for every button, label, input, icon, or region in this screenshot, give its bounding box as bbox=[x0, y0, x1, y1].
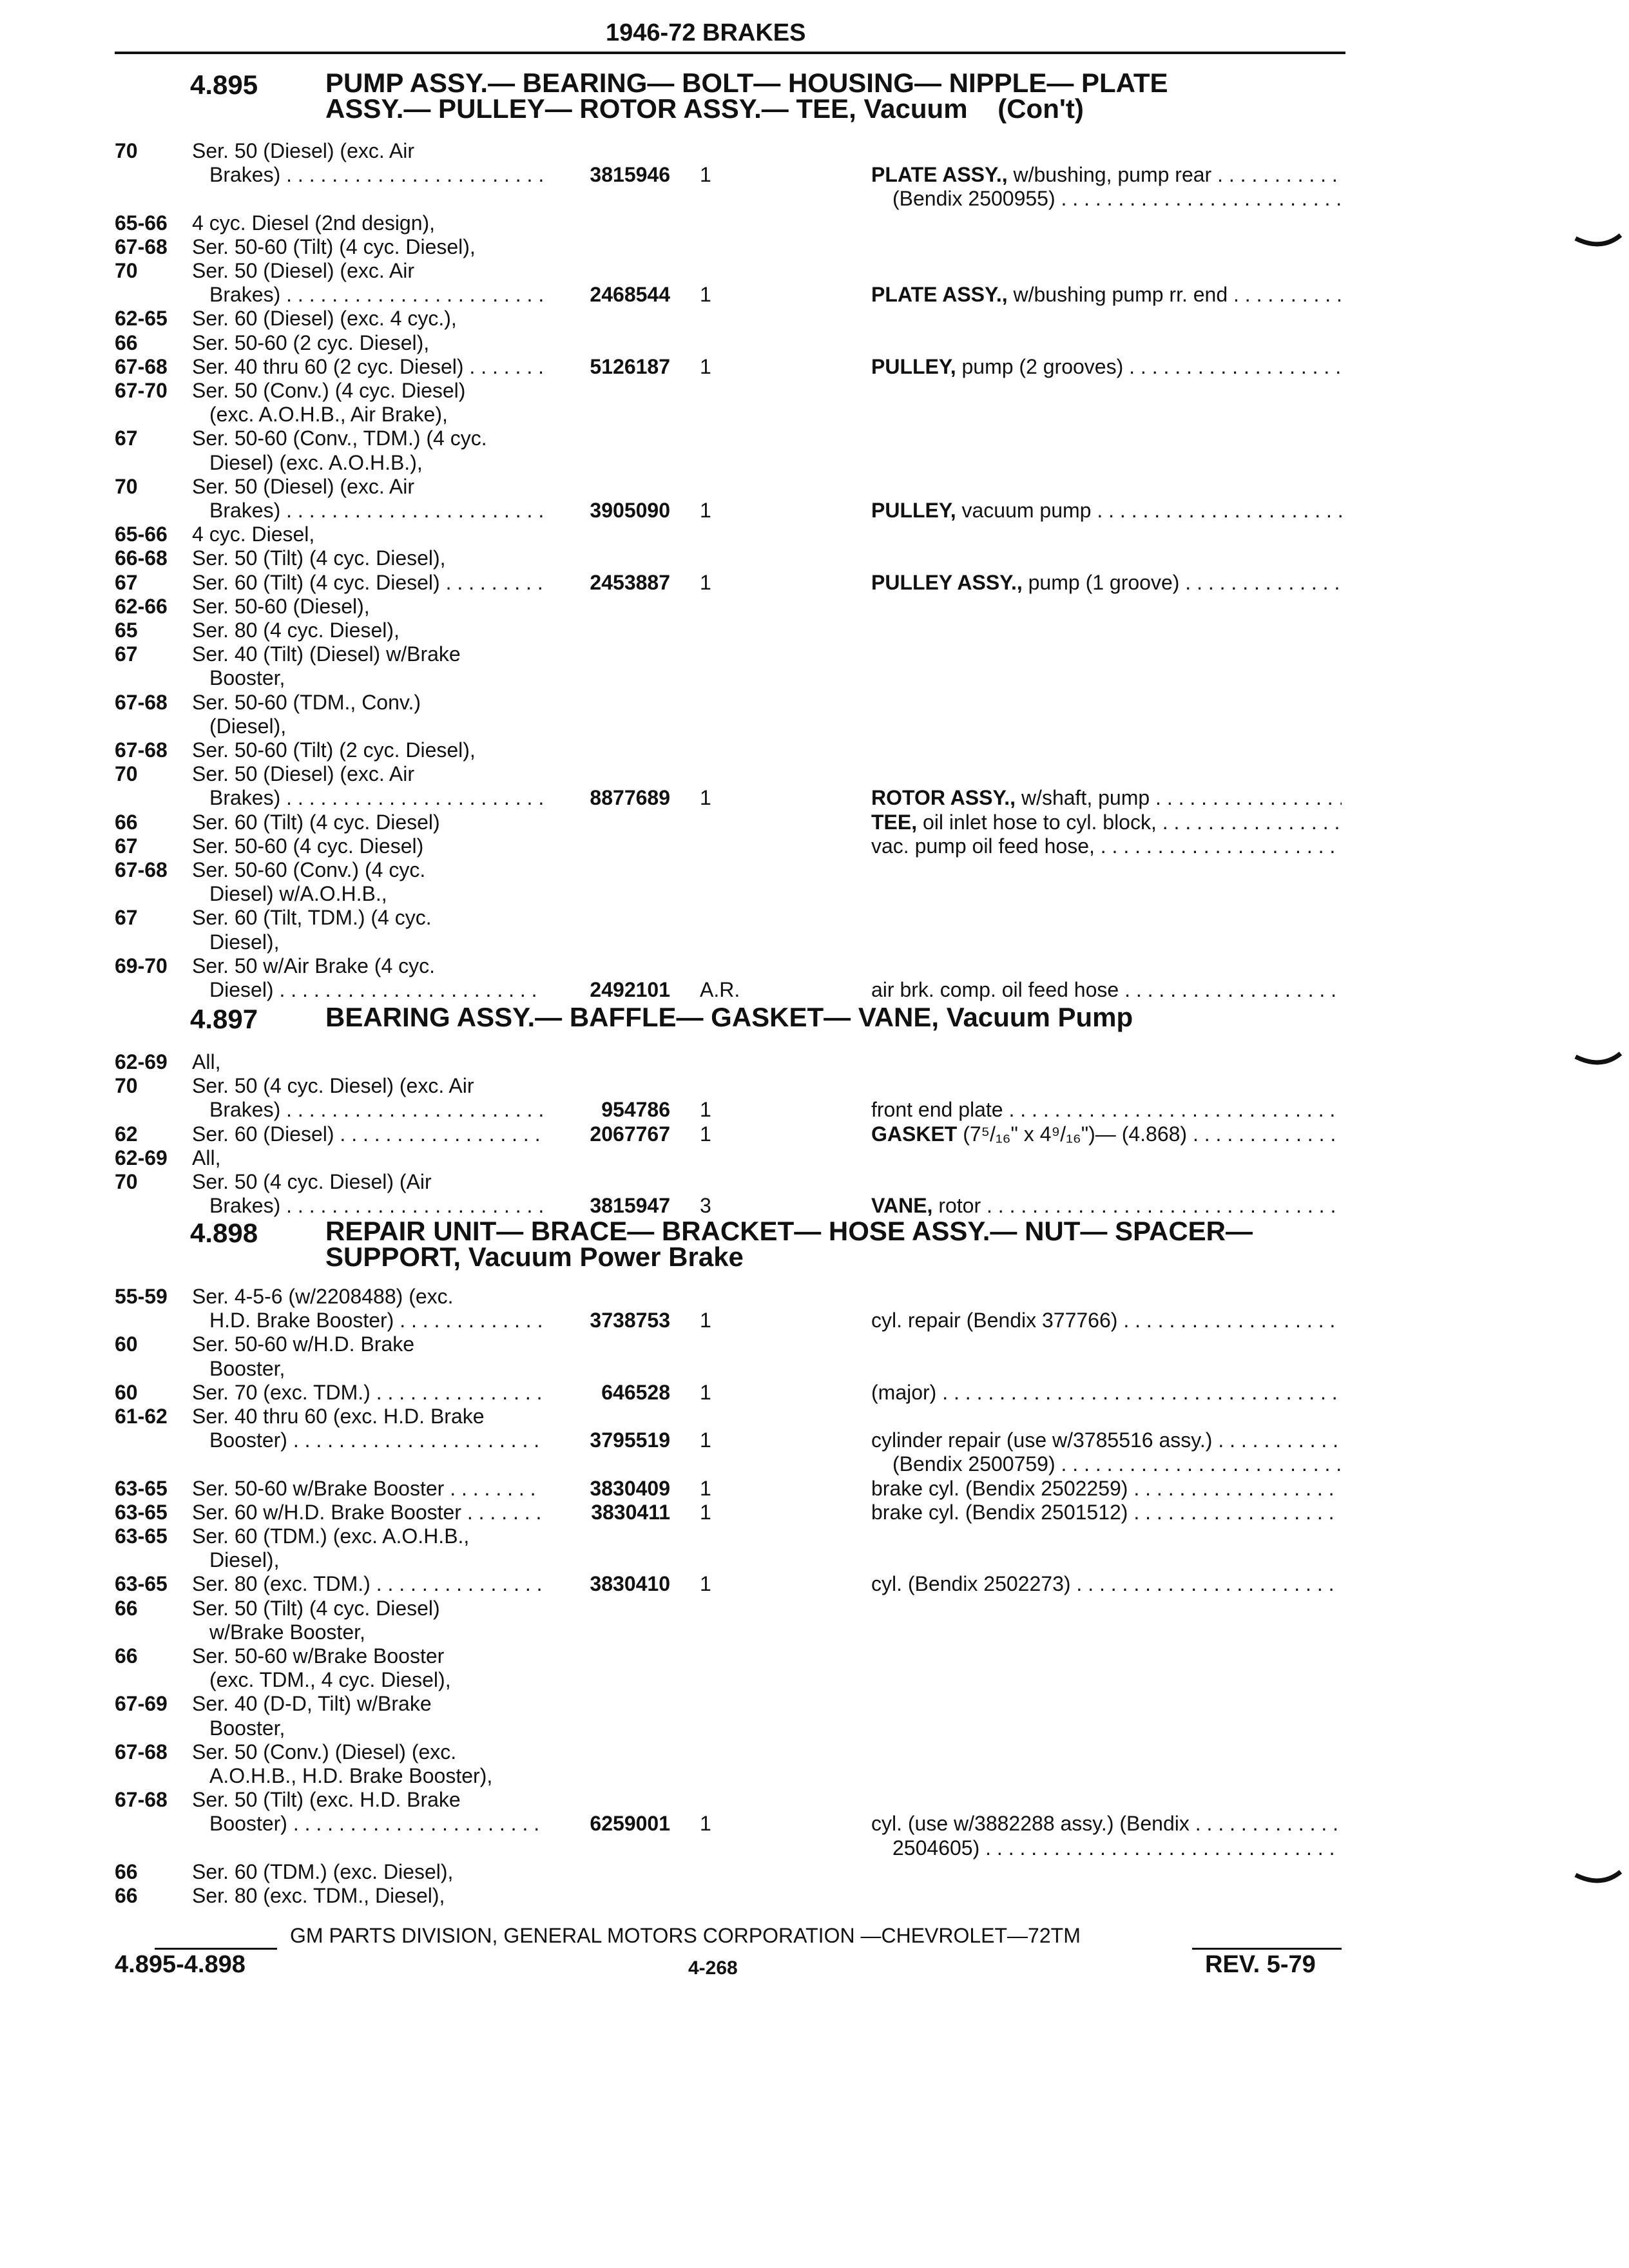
table-row bbox=[0, 1381, 1629, 1405]
year-range: 67 bbox=[115, 906, 138, 930]
part-name-text: pump (1 groove) bbox=[1022, 570, 1180, 594]
part-name-text: air brk. comp. oil feed hose bbox=[871, 978, 1119, 1001]
part-name-text: w/shaft, pump bbox=[1016, 786, 1150, 810]
year-range: 65-66 bbox=[115, 523, 168, 546]
application-description: Booster) . . . bbox=[209, 1812, 543, 1836]
year-range: 67-68 bbox=[115, 235, 168, 258]
part-number: 3830409 bbox=[590, 1476, 670, 1500]
quantity: 1 bbox=[700, 354, 711, 378]
application-description: Brakes) . . . bbox=[209, 786, 543, 810]
table-row bbox=[0, 211, 1629, 235]
application-description: Ser. 80 (exc. TDM.) . . . bbox=[192, 1572, 543, 1596]
part-name-bold: VANE, bbox=[871, 1194, 933, 1218]
part-name bbox=[871, 571, 1342, 595]
year-range: 70 bbox=[115, 259, 138, 282]
year-range: 66 bbox=[115, 331, 138, 354]
application-description: All, bbox=[192, 1146, 221, 1169]
application-description: (exc. A.O.H.B., Air Brake), bbox=[209, 403, 448, 427]
part-number: 3830411 bbox=[591, 1500, 670, 1524]
table-row bbox=[0, 139, 1629, 163]
table-row bbox=[0, 1405, 1629, 1428]
application-description: Diesel) w/A.O.H.B., bbox=[209, 882, 387, 906]
application-description: 4 cyc. Diesel (2nd design), bbox=[192, 211, 436, 235]
application-description: Brakes) . . . bbox=[209, 163, 543, 187]
table-row bbox=[0, 1477, 1629, 1501]
application-description: Ser. 80 (exc. TDM., Diesel), bbox=[192, 1884, 445, 1907]
year-range: 70 bbox=[115, 474, 138, 498]
page-header: 1946-72 BRAKES bbox=[606, 19, 806, 46]
table-row bbox=[0, 715, 1629, 738]
part-name bbox=[871, 978, 1342, 1002]
part-name-bold: GASKET bbox=[871, 1122, 958, 1146]
part-name bbox=[871, 1428, 1342, 1452]
footer-section-range: 4.895-4.898 bbox=[115, 1951, 246, 1978]
year-range: 67-68 bbox=[115, 1740, 168, 1763]
year-range: 62-66 bbox=[115, 594, 168, 618]
part-number: 954786 bbox=[601, 1098, 670, 1122]
year-range: 62-69 bbox=[115, 1050, 168, 1073]
part-name bbox=[871, 786, 1342, 810]
part-name-bold: PLATE ASSY., bbox=[871, 163, 1008, 187]
application-description: Ser. 50-60 (Tilt) (2 cyc. Diesel), bbox=[192, 738, 476, 762]
table-row bbox=[0, 1074, 1629, 1098]
part-number: 646528 bbox=[601, 1380, 670, 1404]
application-description: Ser. 50 (Diesel) (exc. Air bbox=[192, 474, 414, 498]
section-number: 4.897 bbox=[190, 1004, 258, 1034]
table-row bbox=[0, 1357, 1629, 1381]
part-name-text: brake cyl. (Bendix 2502259) bbox=[871, 1476, 1128, 1500]
year-range: 67 bbox=[115, 642, 138, 666]
part-name bbox=[892, 187, 1342, 211]
part-name-bold: PLATE ASSY., bbox=[871, 283, 1008, 307]
application-description: Ser. 50-60 (2 cyc. Diesel), bbox=[192, 331, 430, 354]
part-number: 3815946 bbox=[590, 163, 670, 187]
table-row bbox=[0, 666, 1629, 690]
table-row bbox=[0, 1764, 1629, 1788]
part-number: 3815947 bbox=[590, 1194, 670, 1218]
year-range: 65 bbox=[115, 619, 138, 642]
part-name-text: brake cyl. (Bendix 2501512) bbox=[871, 1500, 1128, 1524]
footer-rule-right bbox=[1192, 1948, 1342, 1950]
table-row bbox=[0, 187, 1629, 211]
part-name bbox=[871, 811, 1342, 834]
quantity: 1 bbox=[700, 1812, 711, 1836]
table-row bbox=[0, 1692, 1629, 1716]
part-name-text: (7⁵/₁₆" x 4⁹/₁₆")— (4.868) bbox=[957, 1122, 1188, 1146]
part-name bbox=[871, 1194, 1342, 1218]
part-name bbox=[871, 1309, 1342, 1332]
part-number: 2492101 bbox=[590, 978, 670, 1001]
table-row bbox=[0, 1548, 1629, 1572]
table-row bbox=[0, 882, 1629, 906]
section-title: REPAIR UNIT— BRACE— BRACKET— HOSE ASSY.— NUT— SPACER— bbox=[325, 1216, 1253, 1246]
table-row bbox=[0, 475, 1629, 499]
part-name-bold: PULLEY, bbox=[871, 354, 956, 378]
table-row bbox=[0, 283, 1629, 307]
table-row bbox=[0, 259, 1629, 283]
part-name-text: w/bushing, pump rear bbox=[1007, 163, 1212, 187]
year-range: 67-68 bbox=[115, 738, 168, 762]
application-description: Ser. 60 (TDM.) (exc. Diesel), bbox=[192, 1860, 454, 1883]
part-name-text: cyl. (Bendix 2502273) bbox=[871, 1572, 1071, 1596]
table-row bbox=[0, 930, 1629, 954]
application-description: Diesel), bbox=[209, 930, 280, 954]
application-description: Ser. 50 (Diesel) (exc. Air bbox=[192, 259, 414, 282]
part-number: 2453887 bbox=[590, 570, 670, 594]
part-name-text: pump (2 grooves) bbox=[956, 354, 1124, 378]
application-description: A.O.H.B., H.D. Brake Booster), bbox=[209, 1764, 493, 1787]
table-row bbox=[0, 1452, 1629, 1476]
year-range: 60 bbox=[115, 1332, 138, 1356]
section-title: SUPPORT, Vacuum Power Brake bbox=[325, 1242, 744, 1272]
application-description: Ser. 40 thru 60 (2 cyc. Diesel) . . . bbox=[192, 355, 543, 379]
year-range: 70 bbox=[115, 139, 138, 162]
table-row bbox=[0, 1194, 1629, 1218]
application-description: Booster, bbox=[209, 666, 285, 690]
part-name-text: front end plate bbox=[871, 1098, 1003, 1122]
year-range: 63-65 bbox=[115, 1572, 168, 1596]
table-row bbox=[0, 307, 1629, 331]
table-row bbox=[0, 427, 1629, 450]
part-name-text: cylinder repair (use w/3785516 assy.) bbox=[871, 1428, 1213, 1452]
application-description: Diesel), bbox=[209, 1548, 280, 1572]
part-name-bold: PULLEY ASSY., bbox=[871, 570, 1023, 594]
quantity: 1 bbox=[700, 1122, 711, 1146]
application-description: Ser. 60 w/H.D. Brake Booster . . . bbox=[192, 1501, 543, 1524]
table-row bbox=[0, 906, 1629, 930]
quantity: 1 bbox=[700, 1572, 711, 1596]
year-range: 67-68 bbox=[115, 858, 168, 881]
part-name bbox=[871, 499, 1342, 523]
application-description: Ser. 4-5-6 (w/2208488) (exc. bbox=[192, 1285, 454, 1308]
application-description: Booster, bbox=[209, 1716, 285, 1740]
table-row bbox=[0, 1597, 1629, 1620]
year-range: 62-65 bbox=[115, 307, 168, 331]
year-range: 70 bbox=[115, 1074, 138, 1098]
margin-mark bbox=[1572, 1869, 1624, 1894]
part-name-bold: PULLEY, bbox=[871, 499, 956, 522]
table-row bbox=[0, 1572, 1629, 1596]
quantity: 1 bbox=[700, 499, 711, 522]
part-name bbox=[871, 355, 1342, 379]
quantity: 1 bbox=[700, 786, 711, 810]
part-name-text: rotor bbox=[932, 1194, 981, 1218]
part-name bbox=[871, 1477, 1342, 1501]
table-row bbox=[0, 1836, 1629, 1860]
table-row bbox=[0, 858, 1629, 882]
application-description: Brakes) . . . bbox=[209, 1098, 543, 1122]
year-range: 60 bbox=[115, 1380, 138, 1404]
year-range: 63-65 bbox=[115, 1524, 168, 1548]
application-description: Ser. 80 (4 cyc. Diesel), bbox=[192, 619, 400, 642]
year-range: 67 bbox=[115, 834, 138, 858]
table-row bbox=[0, 1884, 1629, 1908]
application-description: Diesel) . . . bbox=[209, 978, 543, 1002]
part-number: 3905090 bbox=[590, 499, 670, 522]
year-range: 67-68 bbox=[115, 354, 168, 378]
application-description: Ser. 50 (Conv.) (4 cyc. Diesel) bbox=[192, 379, 466, 402]
application-description: Ser. 50-60 w/Brake Booster . . . bbox=[192, 1477, 543, 1501]
table-row bbox=[0, 642, 1629, 666]
year-range: 62-69 bbox=[115, 1146, 168, 1169]
application-description: Brakes) . . . bbox=[209, 1194, 543, 1218]
table-row bbox=[0, 163, 1629, 187]
table-row bbox=[0, 1788, 1629, 1812]
table-row bbox=[0, 235, 1629, 259]
table-row bbox=[0, 1524, 1629, 1548]
year-range: 67-68 bbox=[115, 1788, 168, 1812]
part-name bbox=[871, 1572, 1342, 1596]
part-name bbox=[892, 1452, 1342, 1476]
part-name bbox=[871, 1501, 1342, 1524]
quantity: 1 bbox=[700, 1428, 711, 1452]
application-description: Ser. 40 thru 60 (exc. H.D. Brake bbox=[192, 1405, 485, 1428]
quantity: 1 bbox=[700, 283, 711, 307]
application-description: Ser. 60 (Tilt, TDM.) (4 cyc. bbox=[192, 906, 432, 930]
year-range: 66 bbox=[115, 1884, 138, 1907]
table-row bbox=[0, 1812, 1629, 1836]
year-range: 67-69 bbox=[115, 1692, 168, 1716]
application-description: Ser. 70 (exc. TDM.) . . . bbox=[192, 1381, 543, 1405]
table-row bbox=[0, 1146, 1629, 1170]
part-name-text: (Bendix 2500759) bbox=[892, 1452, 1055, 1476]
table-row bbox=[0, 499, 1629, 523]
quantity: 1 bbox=[700, 1500, 711, 1524]
application-description: Diesel) (exc. A.O.H.B.), bbox=[209, 450, 423, 474]
footer-page-number: 4-268 bbox=[688, 1957, 738, 1979]
part-name bbox=[871, 163, 1342, 187]
table-row bbox=[0, 1050, 1629, 1074]
application-description: Ser. 50-60 (Conv., TDM.) (4 cyc. bbox=[192, 427, 487, 450]
table-row bbox=[0, 1668, 1629, 1692]
part-name-bold: TEE, bbox=[871, 810, 918, 834]
table-row bbox=[0, 523, 1629, 546]
quantity: 3 bbox=[700, 1194, 711, 1218]
application-description: (Diesel), bbox=[209, 714, 287, 738]
table-row bbox=[0, 762, 1629, 786]
header-rule bbox=[115, 52, 1345, 54]
table-row bbox=[0, 403, 1629, 427]
part-name-text: (Bendix 2500955) bbox=[892, 187, 1055, 211]
table-row bbox=[0, 331, 1629, 355]
table-row bbox=[0, 1428, 1629, 1452]
application-description: Ser. 50-60 (Diesel), bbox=[192, 594, 370, 618]
application-description: Brakes) . . . bbox=[209, 283, 543, 307]
application-description: Ser. 50-60 w/H.D. Brake bbox=[192, 1332, 415, 1356]
table-row bbox=[0, 379, 1629, 403]
application-description: Ser. 40 (Tilt) (Diesel) w/Brake bbox=[192, 642, 461, 666]
application-description: Brakes) . . . bbox=[209, 499, 543, 523]
table-row bbox=[0, 1122, 1629, 1146]
footer-rule-left bbox=[155, 1948, 277, 1950]
part-number: 6259001 bbox=[590, 1812, 670, 1836]
section-title: PUMP ASSY.— BEARING— BOLT— HOUSING— NIPPLE— PLATE bbox=[325, 68, 1168, 98]
part-name-text: cyl. (use w/3882288 assy.) (Bendix bbox=[871, 1812, 1190, 1836]
application-description: Ser. 50 (4 cyc. Diesel) (exc. Air bbox=[192, 1074, 474, 1098]
application-description: Ser. 50 (Tilt) (4 cyc. Diesel), bbox=[192, 546, 446, 570]
application-description: Ser. 40 (D-D, Tilt) w/Brake bbox=[192, 1692, 432, 1716]
quantity: 1 bbox=[700, 1098, 711, 1122]
year-range: 70 bbox=[115, 1170, 138, 1193]
part-name-text: vacuum pump bbox=[956, 499, 1092, 522]
year-range: 70 bbox=[115, 762, 138, 786]
application-description: Ser. 50-60 (Conv.) (4 cyc. bbox=[192, 858, 426, 881]
year-range: 67-68 bbox=[115, 690, 168, 714]
table-row bbox=[0, 619, 1629, 642]
application-description: Ser. 50-60 (TDM., Conv.) bbox=[192, 690, 421, 714]
application-description: Ser. 60 (Diesel) . . . bbox=[192, 1122, 543, 1146]
table-row bbox=[0, 1332, 1629, 1356]
table-row bbox=[0, 355, 1629, 379]
part-number: 3830410 bbox=[590, 1572, 670, 1596]
margin-mark bbox=[1572, 1050, 1624, 1076]
application-description: Ser. 50 w/Air Brake (4 cyc. bbox=[192, 954, 436, 977]
part-name bbox=[871, 1812, 1342, 1836]
part-name-text: vac. pump oil feed hose, bbox=[871, 834, 1095, 858]
table-row bbox=[0, 1285, 1629, 1309]
application-description: 4 cyc. Diesel, bbox=[192, 523, 315, 546]
application-description: H.D. Brake Booster) . . . bbox=[209, 1309, 543, 1332]
table-row bbox=[0, 1860, 1629, 1884]
table-row bbox=[0, 834, 1629, 858]
application-description: Ser. 60 (Diesel) (exc. 4 cyc.), bbox=[192, 307, 457, 331]
table-row bbox=[0, 1098, 1629, 1122]
part-name-text: 2504605) bbox=[892, 1836, 980, 1860]
table-row bbox=[0, 954, 1629, 978]
application-description: Ser. 50 (Diesel) (exc. Air bbox=[192, 762, 414, 786]
margin-mark bbox=[1572, 232, 1624, 258]
application-description: Ser. 60 (TDM.) (exc. A.O.H.B., bbox=[192, 1524, 470, 1548]
year-range: 69-70 bbox=[115, 954, 168, 977]
table-row bbox=[0, 571, 1629, 595]
application-description: Ser. 50 (Conv.) (Diesel) (exc. bbox=[192, 1740, 457, 1763]
part-name-text: cyl. repair (Bendix 377766) bbox=[871, 1309, 1118, 1332]
part-name bbox=[871, 834, 1342, 858]
part-number: 2468544 bbox=[590, 283, 670, 307]
table-row bbox=[0, 1644, 1629, 1668]
application-description: w/Brake Booster, bbox=[209, 1620, 365, 1644]
quantity: 1 bbox=[700, 163, 711, 187]
part-number: 2067767 bbox=[590, 1122, 670, 1146]
part-number: 5126187 bbox=[590, 354, 670, 378]
part-number: 3795519 bbox=[590, 1428, 670, 1452]
table-row bbox=[0, 1620, 1629, 1644]
table-row bbox=[0, 1716, 1629, 1740]
application-description: Ser. 50-60 w/Brake Booster bbox=[192, 1644, 445, 1667]
application-description: Ser. 50 (Tilt) (4 cyc. Diesel) bbox=[192, 1596, 440, 1620]
year-range: 66 bbox=[115, 1860, 138, 1883]
table-row bbox=[0, 786, 1629, 810]
table-row bbox=[0, 738, 1629, 762]
quantity: 1 bbox=[700, 1476, 711, 1500]
part-name-text: oil inlet hose to cyl. block, bbox=[917, 810, 1157, 834]
year-range: 66-68 bbox=[115, 546, 168, 570]
application-description: All, bbox=[192, 1050, 221, 1073]
table-row bbox=[0, 1309, 1629, 1332]
year-range: 67-70 bbox=[115, 379, 168, 402]
table-row bbox=[0, 1740, 1629, 1764]
application-description: Booster) . . . bbox=[209, 1428, 543, 1452]
section-number: 4.895 bbox=[190, 70, 258, 100]
section-number: 4.898 bbox=[190, 1218, 258, 1248]
part-name-text: (major) bbox=[871, 1380, 937, 1404]
application-description: Ser. 50-60 (4 cyc. Diesel) bbox=[192, 834, 424, 858]
application-description: Ser. 50 (Tilt) (exc. H.D. Brake bbox=[192, 1788, 461, 1812]
application-description: Ser. 50-60 (Tilt) (4 cyc. Diesel), bbox=[192, 235, 476, 258]
table-row bbox=[0, 978, 1629, 1002]
year-range: 63-65 bbox=[115, 1476, 168, 1500]
year-range: 66 bbox=[115, 1596, 138, 1620]
table-row bbox=[0, 595, 1629, 619]
part-name-bold: ROTOR ASSY., bbox=[871, 786, 1016, 810]
table-row bbox=[0, 451, 1629, 475]
quantity: 1 bbox=[700, 1309, 711, 1332]
table-row bbox=[0, 1501, 1629, 1524]
part-name bbox=[871, 283, 1342, 307]
part-name bbox=[892, 1836, 1342, 1860]
part-name-text: w/bushing pump rr. end bbox=[1007, 283, 1228, 307]
year-range: 66 bbox=[115, 1644, 138, 1667]
year-range: 55-59 bbox=[115, 1285, 168, 1308]
part-name bbox=[871, 1122, 1342, 1146]
part-name bbox=[871, 1098, 1342, 1122]
quantity: 1 bbox=[700, 570, 711, 594]
table-row bbox=[0, 546, 1629, 570]
part-number: 3738753 bbox=[590, 1309, 670, 1332]
year-range: 61-62 bbox=[115, 1405, 168, 1428]
year-range: 62 bbox=[115, 1122, 138, 1146]
table-row bbox=[0, 691, 1629, 715]
quantity: 1 bbox=[700, 1380, 711, 1404]
year-range: 63-65 bbox=[115, 1500, 168, 1524]
section-title: ASSY.— PULLEY— ROTOR ASSY.— TEE, Vacuum (Con't) bbox=[325, 93, 1084, 124]
application-description: Ser. 50 (4 cyc. Diesel) (Air bbox=[192, 1170, 432, 1193]
application-description: Ser. 60 (Tilt) (4 cyc. Diesel) . . . bbox=[192, 571, 543, 595]
year-range: 66 bbox=[115, 810, 138, 834]
application-description: (exc. TDM., 4 cyc. Diesel), bbox=[209, 1668, 451, 1692]
footer-company: GM PARTS DIVISION, GENERAL MOTORS CORPORATION —CHEVROLET—72TM bbox=[290, 1924, 1081, 1947]
section-title: BEARING ASSY.— BAFFLE— GASKET— VANE, Vacuum Pump bbox=[325, 1002, 1133, 1032]
year-range: 65-66 bbox=[115, 211, 168, 235]
quantity: A.R. bbox=[700, 978, 740, 1001]
year-range: 67 bbox=[115, 427, 138, 450]
table-row bbox=[0, 811, 1629, 834]
footer-revision: REV. 5-79 bbox=[1205, 1951, 1316, 1978]
year-range: 67 bbox=[115, 570, 138, 594]
part-number: 8877689 bbox=[590, 786, 670, 810]
application-description: Ser. 50 (Diesel) (exc. Air bbox=[192, 139, 414, 162]
application-description: Ser. 60 (Tilt) (4 cyc. Diesel) bbox=[192, 810, 440, 834]
table-row bbox=[0, 1170, 1629, 1194]
application-description: Booster, bbox=[209, 1356, 285, 1380]
part-name bbox=[871, 1381, 1342, 1405]
